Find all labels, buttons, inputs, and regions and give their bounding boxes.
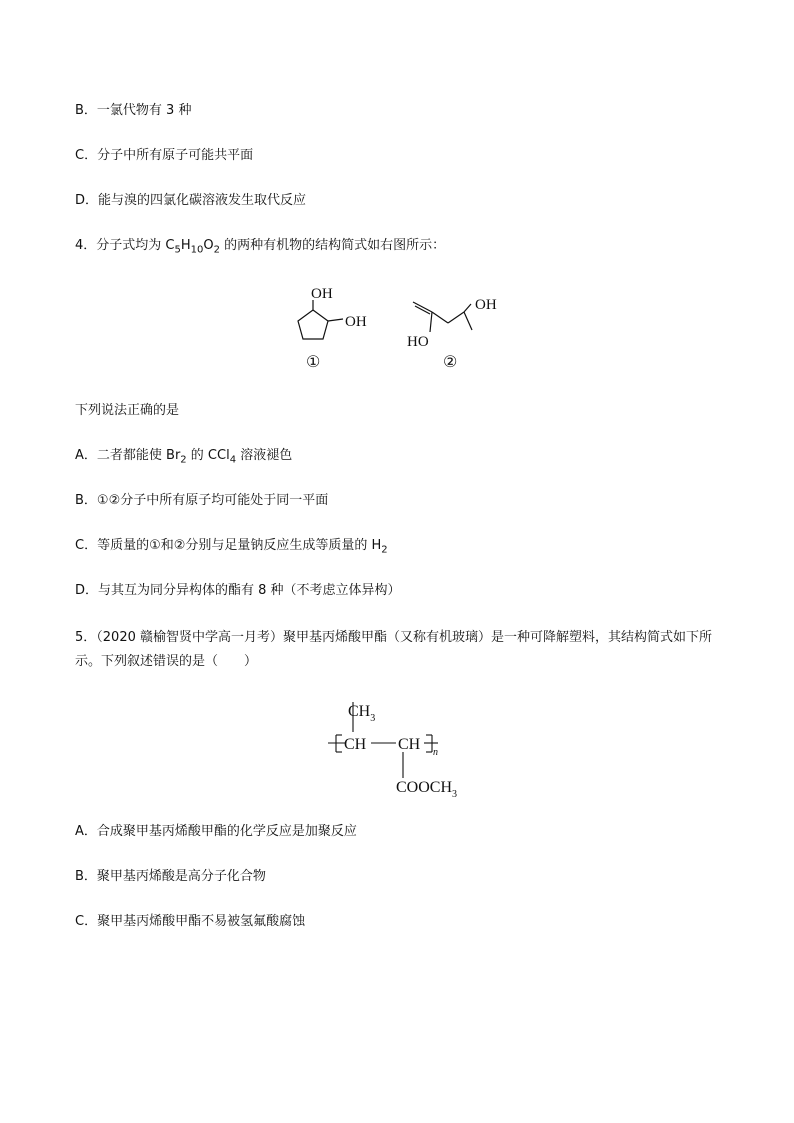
polymer-cooch3: $COOCH_3$ [396,779,458,800]
q5-polymer-figure [320,692,490,804]
structure-2 [407,297,497,371]
q5-option-b: B．聚甲基丙烯酸是高分子化合物 [75,869,266,884]
s2-ho-left: HO [407,334,429,350]
s1-oh-top: OH [311,286,333,302]
s2-label: ② [443,354,458,371]
polymer-n: n [433,747,438,758]
q4-stem: 4．分子式均为 $C_5H_{10}O_2$ 的两种有机物的结构简式如右图所示： [75,238,446,256]
q4-structures-figure [280,278,520,378]
s1-oh-right: OH [345,314,367,330]
polymer-ch-right: CH [398,736,421,753]
q5-option-c: C．聚甲基丙烯酸甲酯不易被氢氟酸腐蚀 [75,914,306,929]
q4-prompt: 下列说法正确的是 [75,403,180,418]
q4-option-a: A．二者都能使 $Br_2$ 的 CCl$_4$ 溶液褪色 [75,448,293,466]
structure-1 [298,286,367,371]
q4-option-b: B．①②分子中所有原子均可能处于同一平面 [75,493,329,508]
s1-label: ① [306,354,321,371]
q3-option-d: D．能与溴的四氯化碳溶液发生取代反应 [75,193,307,208]
q4-option-d: D．与其互为同分异构体的酯有 8 种（不考虑立体异构） [75,583,401,598]
polymer-ch-left: CH [344,736,367,753]
q3-option-c: C．分子中所有原子可能共平面 [75,148,254,163]
s2-oh-right: OH [475,297,497,313]
q3-option-b: B．一氯代物有 3 种 [75,103,192,118]
q5-stem: 5．（2020 赣榆智贤中学高一月考）聚甲基丙烯酸甲酯（又称有机玻璃）是一种可降解塑料，其结构简式如下所示。下列叙述错误的是（ ） [75,630,712,669]
q4-option-c: C．等质量的①和②分别与足量钠反应生成等质量的 $H_2$ [75,538,388,556]
polymer-ch3-top: $CH_3$ [348,703,376,724]
q5-option-a: A．合成聚甲基丙烯酸甲酯的化学反应是加聚反应 [75,824,357,839]
